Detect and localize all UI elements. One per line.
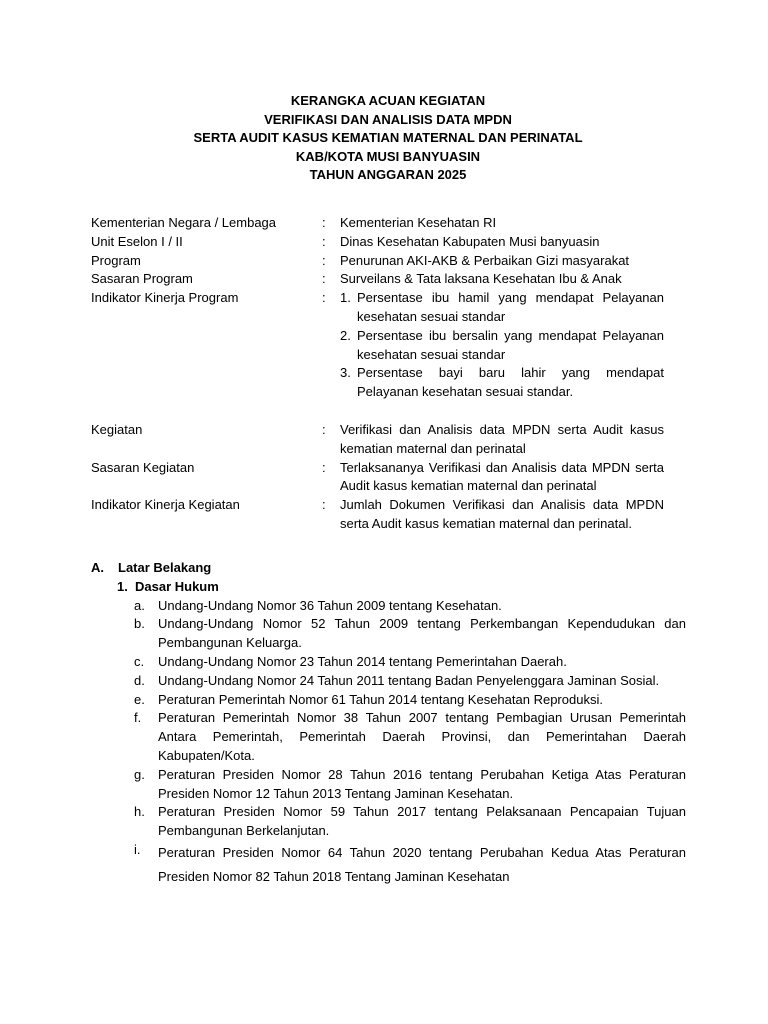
info-separator: : — [322, 233, 326, 249]
info-label: Program — [91, 252, 141, 268]
info-separator: : — [322, 215, 326, 230]
subsection-title: Dasar Hukum — [135, 578, 219, 594]
list-item — [340, 289, 664, 327]
list-text: Peraturan Presiden Nomor 64 Tahun 2020 tentang Perubahan Kedua Atas Peraturan Presiden Nomor 82 Tahun 2018 Tentang Jaminan Kesehatan — [158, 844, 686, 884]
info-separator: : — [322, 271, 326, 287]
info-label: Indikator Kinerja Kegiatan — [91, 497, 240, 513]
info-separator: : — [322, 459, 326, 475]
list-letter: e. — [134, 691, 145, 707]
title-line-3: SERTA AUDIT KASUS KEMATIAN MATERNAL DAN PERINATAL — [193, 130, 583, 145]
list-text: Persentase bayi baru lahir yang mendapat Pelayanan kesehatan sesuai standar. — [357, 365, 664, 400]
list-text: Peraturan Presiden Nomor 28 Tahun 2016 tentang Perubahan Ketiga Atas Peraturan Presiden Nomor 12 Tahun 2013 Tentang Jaminan Kesehatan. — [158, 766, 686, 801]
info-value: Kementerian Kesehatan RI — [340, 215, 497, 230]
list-item — [340, 364, 664, 402]
list-text: Persentase ibu hamil yang mendapat Pelayanan kesehatan sesuai standar — [357, 290, 664, 324]
info-row-program — [91, 252, 664, 271]
title-line-5: TAHUN ANGGARAN 2025 — [309, 167, 467, 182]
info-separator: : — [322, 421, 326, 437]
info-label: Sasaran Kegiatan — [91, 459, 195, 475]
dasar-hukum-list — [91, 597, 686, 889]
info-label: Kegiatan — [91, 421, 143, 437]
list-text: Undang-Undang Nomor 24 Tahun 2011 tentang Badan Penyelenggara Jaminan Sosial. — [158, 672, 660, 688]
spacer — [91, 402, 664, 421]
section-number: A. — [91, 560, 104, 575]
list-number: 2. — [340, 327, 351, 343]
list-item — [134, 803, 686, 841]
list-letter: d. — [134, 672, 145, 688]
section-title: Latar Belakang — [118, 560, 212, 575]
info-value: Penurunan AKI-AKB & Perbaikan Gizi masyarakat — [340, 252, 630, 268]
info-label: Indikator Kinerja Program — [91, 290, 239, 306]
list-number: 1. — [340, 290, 351, 306]
list-letter: b. — [134, 616, 145, 632]
info-row-sasaran-program — [91, 270, 664, 289]
list-item — [134, 653, 686, 672]
title-line-2: VERIFIKASI DAN ANALISIS DATA MPDN — [264, 111, 512, 127]
info-row-unit — [91, 233, 664, 252]
title-line-1: KERANGKA ACUAN KEGIATAN — [290, 93, 486, 108]
info-value: Jumlah Dokumen Verifikasi dan Analisis data MPDN serta Audit kasus kematian maternal dan perinatal. — [340, 497, 664, 531]
list-text: Persentase ibu bersalin yang mendapat Pelayanan kesehatan sesuai standar — [357, 327, 664, 362]
info-row-indikator-program — [91, 289, 664, 402]
info-table — [91, 214, 664, 534]
info-label: Sasaran Program — [91, 271, 193, 287]
info-separator: : — [322, 497, 326, 513]
list-letter: a. — [134, 597, 145, 613]
info-separator: : — [322, 290, 326, 306]
list-letter: c. — [134, 653, 145, 669]
list-letter: h. — [134, 804, 145, 820]
indikator-list — [340, 289, 664, 402]
info-row-kementerian — [91, 214, 664, 233]
list-number: 3. — [340, 365, 351, 381]
list-item — [134, 709, 686, 765]
info-value: Dinas Kesehatan Kabupaten Musi banyuasin — [340, 233, 600, 249]
section-heading — [91, 559, 686, 578]
section-latar-belakang — [91, 559, 686, 889]
list-letter: i. — [134, 841, 141, 857]
list-item — [134, 691, 686, 710]
list-text: Peraturan Pemerintah Nomor 61 Tahun 2014 tentang Kesehatan Reproduksi. — [158, 691, 603, 707]
info-value: Verifikasi dan Analisis data MPDN serta Audit kasus kematian maternal dan perinatal — [340, 421, 664, 456]
list-item — [340, 327, 664, 365]
list-text: Undang-Undang Nomor 52 Tahun 2009 tentang Perkembangan Kependudukan dan Pembangunan Keluarga. — [158, 616, 686, 651]
list-item — [134, 841, 686, 889]
list-item — [134, 615, 686, 653]
list-item — [134, 766, 686, 804]
list-text: Peraturan Pemerintah Nomor 38 Tahun 2007 tentang Pembagian Urusan Pemerintah Antara Pemerintah, Pemerintah Daerah Provinsi, dan Pemerintahan Daerah Kabupaten/Kota. — [158, 710, 686, 763]
list-text: Undang-Undang Nomor 36 Tahun 2009 tentang Kesehatan. — [158, 597, 502, 613]
info-row-indikator-kegiatan — [91, 496, 664, 534]
info-row-kegiatan — [91, 421, 664, 459]
title-line-4: KAB/KOTA MUSI BANYUASIN — [295, 148, 481, 164]
list-letter: f. — [134, 710, 142, 726]
document-title-block — [0, 92, 768, 185]
list-text: Undang-Undang Nomor 23 Tahun 2014 tentang Pemerintahan Daerah. — [158, 653, 567, 669]
info-value: Surveilans & Tata laksana Kesehatan Ibu & Anak — [340, 271, 622, 287]
subsection-number: 1. — [117, 578, 128, 594]
list-item — [134, 597, 686, 616]
info-row-sasaran-kegiatan — [91, 459, 664, 497]
info-value: Terlaksananya Verifikasi dan Analisis data MPDN serta Audit kasus kematian maternal dan perinatal — [340, 459, 664, 494]
info-label: Unit Eselon I / II — [91, 233, 183, 249]
list-item — [134, 672, 686, 691]
info-label: Kementerian Negara / Lembaga — [91, 215, 277, 230]
info-value — [340, 289, 664, 402]
list-text: Peraturan Presiden Nomor 59 Tahun 2017 tentang Pelaksanaan Pencapaian Tujuan Pembangunan Berkelanjutan. — [158, 804, 686, 839]
info-separator: : — [322, 252, 326, 268]
subsection-heading — [117, 578, 686, 597]
list-letter: g. — [134, 766, 145, 782]
